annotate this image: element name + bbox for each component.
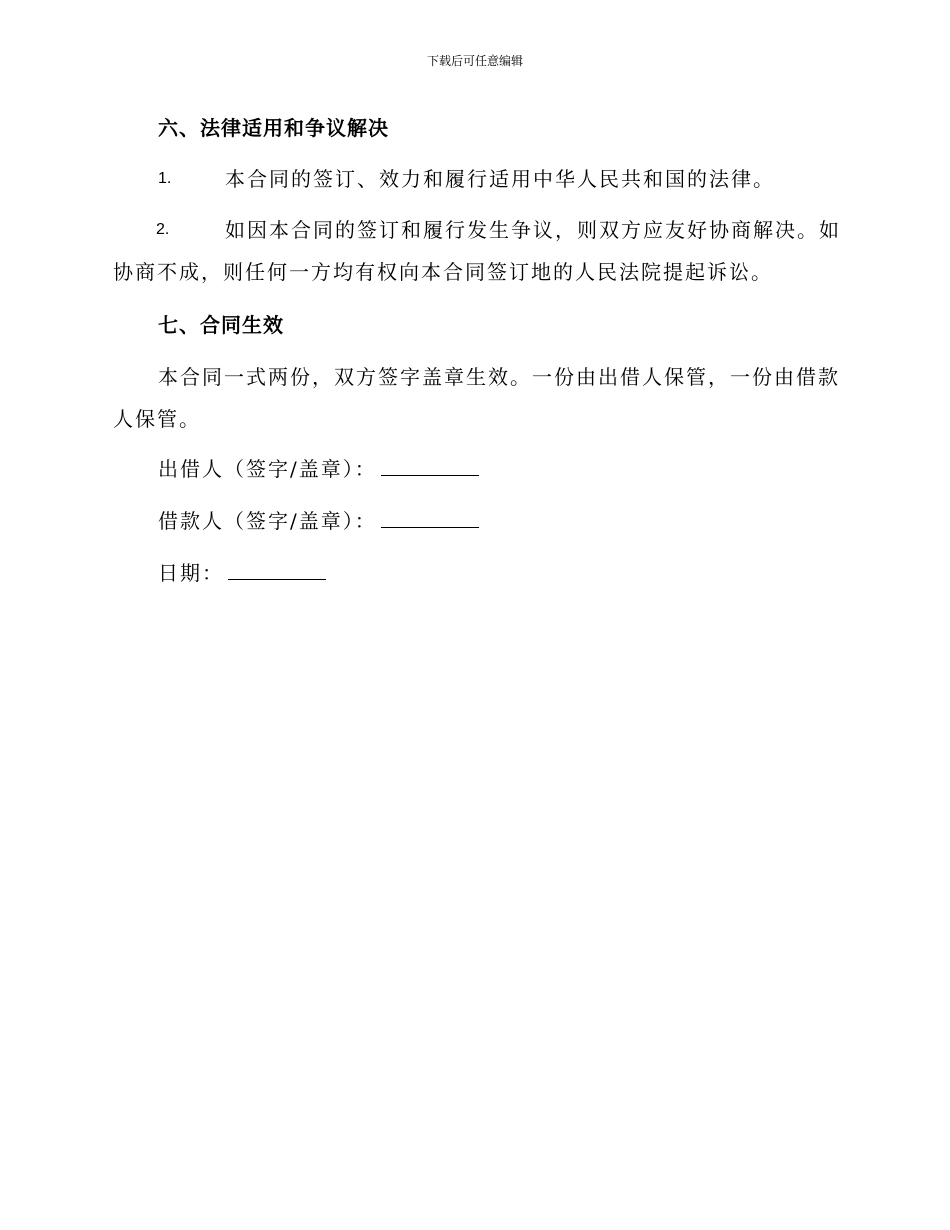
item-1-text: 本合同的签订、效力和履行适用中华人民共和国的法律。 (225, 167, 775, 191)
section-7-text-line-1: 本合同一式两份，双方签字盖章生效。一份由出借人保管，一份由借款 (158, 365, 840, 389)
section-6-title: 六、法律适用和争议解决 (158, 116, 389, 140)
date-label: 日期： (158, 561, 224, 585)
borrower-signature-row (158, 508, 479, 534)
item-1-number: 1. (158, 170, 172, 187)
date-row (158, 560, 326, 586)
item-2-text-line-1: 如因本合同的签订和履行发生争议，则双方应友好协商解决。如 (225, 218, 841, 242)
lender-signature-blank[interactable] (381, 457, 479, 476)
section-7-title: 七、合同生效 (158, 313, 284, 337)
borrower-signature-blank[interactable] (381, 509, 479, 528)
date-blank[interactable] (228, 561, 326, 580)
item-2-text-line-2: 协商不成，则任何一方均有权向本合同签订地的人民法院提起诉讼。 (113, 260, 773, 284)
page-header: 下载后可任意编辑 (426, 54, 523, 68)
section-7-text-line-2: 人保管。 (113, 407, 201, 431)
lender-signature-label: 出借人（签字/盖章）： (158, 457, 377, 481)
item-2-number: 2. (156, 221, 170, 238)
borrower-signature-label: 借款人（签字/盖章）： (158, 509, 377, 533)
lender-signature-row (158, 456, 479, 482)
